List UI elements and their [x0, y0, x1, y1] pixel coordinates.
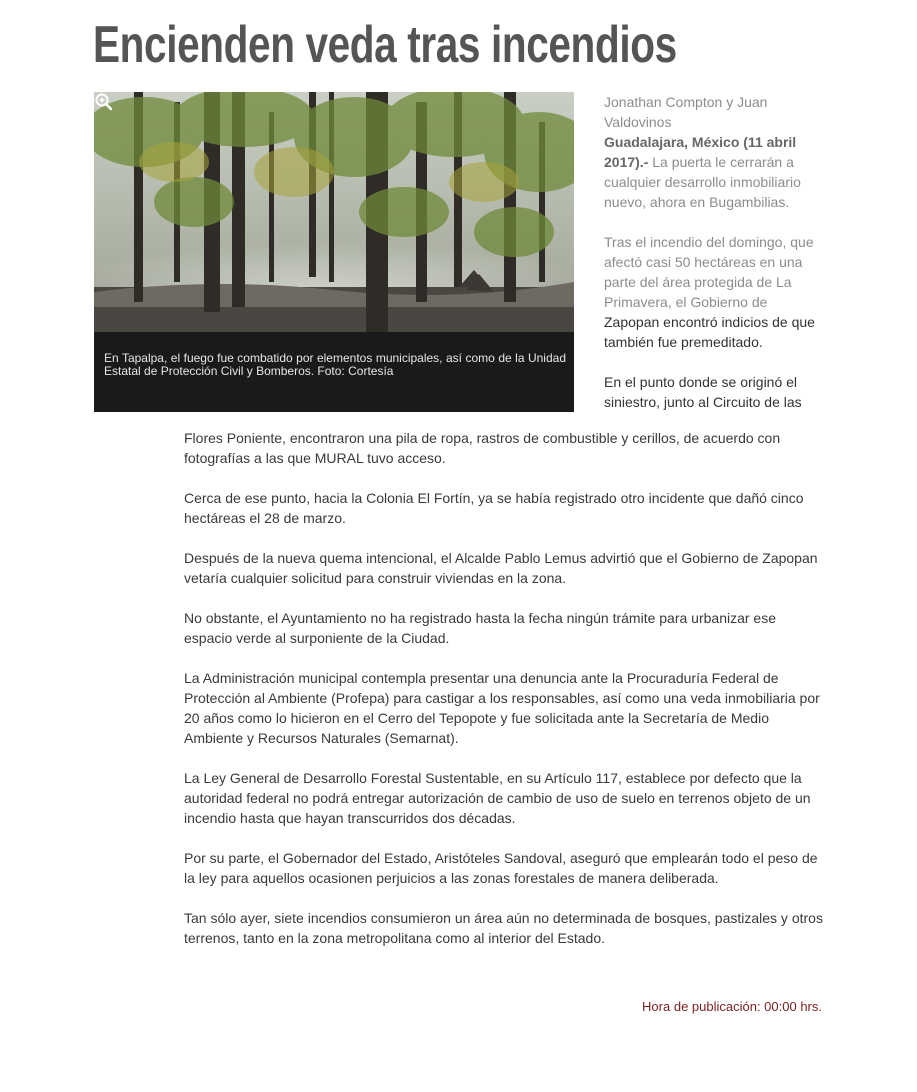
body-paragraph: Flores Poniente, encontraron una pila de ropa, rastros de combustible y cerillos, de acuerdo con fotografías a las que MURAL tuvo acceso.	[184, 430, 781, 466]
dateline: Guadalajara, México (11 abril 2017).-	[604, 134, 797, 170]
article-headline: Encienden veda tras incendios	[93, 16, 677, 74]
side-paragraph	[604, 232, 822, 352]
body-paragraph: No obstante, el Ayuntamiento no ha registrado hasta la fecha ningún trámite para urbanizar ese espacio verde al surponiente de la Ciudad.	[184, 610, 777, 646]
lead-text: La puerta le cerrarán a cualquier desarrollo inmobiliario nuevo, ahora en Bugambilias.	[604, 154, 801, 210]
byline: Jonathan Compton y Juan Valdovinos	[604, 94, 768, 130]
body-paragraph: Después de la nueva quema intencional, el Alcalde Pablo Lemus advirtió que el Gobierno de Zapopan vetaría cualquier solicitud para construir viviendas en la zona.	[184, 550, 818, 586]
article-photo[interactable]	[94, 92, 574, 412]
body-paragraph: Cerca de ese punto, hacia la Colonia El Fortín, ya se había registrado otro incidente que dañó cinco hectáreas el 28 de marzo.	[184, 490, 804, 526]
side-paragraph-start: Tras el incendio del domingo, que afectó casi 50 hectáreas en una parte del área protegida de La Primavera, el Gobierno de	[604, 234, 814, 310]
zoom-in-icon[interactable]	[94, 92, 114, 112]
publication-time: Hora de publicación: 00:00 hrs.	[642, 999, 822, 1014]
article-body	[184, 428, 824, 968]
body-paragraph: Tan sólo ayer, siete incendios consumieron un área aún no determinada de bosques, pastizales y otros terrenos, tanto en la zona metropolitana como al interior del Estado.	[184, 910, 823, 946]
body-paragraph: La Administración municipal contempla presentar una denuncia ante la Procuraduría Federal de Protección al Ambiente (Profepa) para castigar a los responsables, así como una veda inmobiliaria por 20 años como lo hicieron en el Cerro del Tepopote y fue solicitada ante la Secretaría de Medio Ambiente y Recursos Naturales (Semarnat).	[184, 670, 820, 746]
side-paragraph-end: Zapopan encontró indicios de que también fue premeditado.	[604, 314, 815, 350]
body-paragraph: Por su parte, el Gobernador del Estado, Aristóteles Sandoval, aseguró que emplearán todo el peso de la ley para aquellos ocasionen perjuicios a las zonas forestales de manera deliberada.	[184, 850, 818, 886]
body-paragraph: La Ley General de Desarrollo Forestal Sustentable, en su Artículo 117, establece por defecto que la autoridad federal no podrá entregar autorización de cambio de uso de suelo en terrenos objeto de un incendio hasta que hayan transcurridos dos décadas.	[184, 770, 811, 826]
photo-caption-box	[94, 332, 574, 412]
side-paragraph: En el punto donde se originó el siniestro, junto al Circuito de las	[604, 374, 802, 410]
article-sidebar-text	[604, 92, 822, 412]
photo-caption: En Tapalpa, el fuego fue combatido por elementos municipales, así como de la Unidad Estatal de Protección Civil y Bomberos. Foto: Cortesía	[104, 351, 566, 378]
lead-paragraph	[604, 132, 822, 212]
